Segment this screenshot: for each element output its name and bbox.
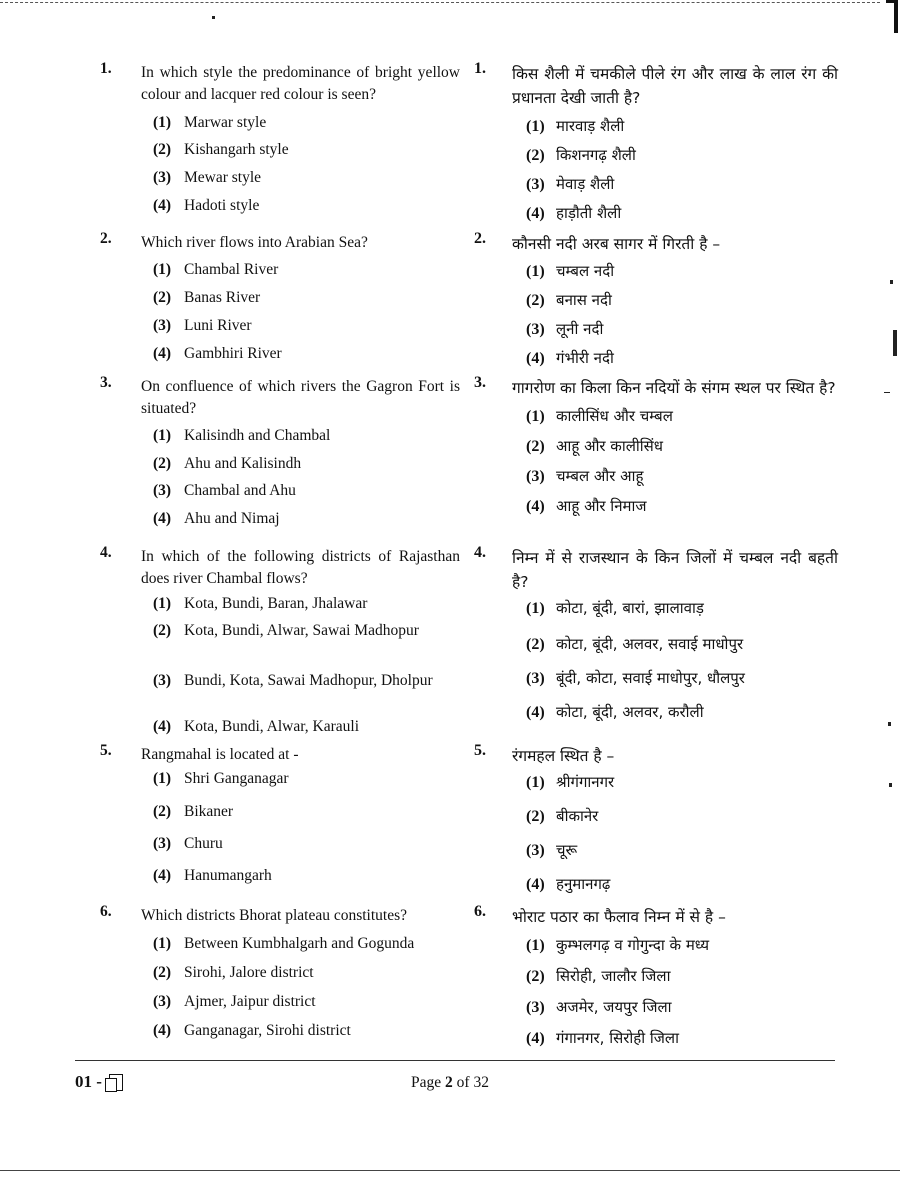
options xyxy=(526,935,838,1049)
option-number: (3) xyxy=(153,672,172,689)
option-text: चम्बल नदी xyxy=(556,262,615,280)
options xyxy=(526,406,838,517)
option-text: Marwar style xyxy=(184,114,267,131)
option-number: (3) xyxy=(153,169,172,186)
option-text: Between Kumbhalgarh and Gogunda xyxy=(184,935,415,952)
option xyxy=(526,874,838,895)
question-number: 2. xyxy=(100,230,112,247)
options xyxy=(153,112,460,216)
option-number: (3) xyxy=(526,176,545,193)
question-number: 1. xyxy=(100,60,112,77)
option xyxy=(153,139,460,167)
question-number: 5. xyxy=(100,742,112,759)
question-en-4 xyxy=(100,544,460,737)
question-number: 4. xyxy=(474,544,486,561)
bottom-edge-rule xyxy=(0,1170,900,1171)
question-number: 4. xyxy=(100,544,112,561)
question-text: किस शैली में चमकीले पीले रंग और लाख के लाल रंग की प्रधानता देखी जाती है? xyxy=(512,65,838,107)
question-text: Which districts Bhorat plateau constitutes? xyxy=(141,907,408,924)
option-number: (4) xyxy=(153,1022,172,1039)
question-number: 6. xyxy=(474,903,486,920)
question-en-2 xyxy=(100,230,460,364)
option xyxy=(526,496,838,517)
option xyxy=(153,716,460,737)
question-text: Rangmahal is located at - xyxy=(141,746,299,763)
question-hi-5 xyxy=(474,742,838,895)
question-text: गागरोण का किला किन नदियों के संगम स्थल पर स्थित है? xyxy=(512,379,836,397)
question-text: On confluence of which rivers the Gagron Fort is situated? xyxy=(141,378,460,417)
option-number: (4) xyxy=(153,345,172,362)
option-number: (2) xyxy=(153,141,172,158)
option xyxy=(153,865,460,886)
option-text: कोटा, बूंदी, बारां, झालावाड़ xyxy=(556,599,704,617)
option-text: Ahu and Kalisindh xyxy=(184,455,302,472)
option xyxy=(153,167,460,195)
option xyxy=(153,508,460,529)
option xyxy=(153,287,460,315)
option-number: (1) xyxy=(153,770,172,787)
option-number: (2) xyxy=(153,964,172,981)
option-text: गंगानगर, सिरोही जिला xyxy=(556,1029,679,1047)
option-number: (3) xyxy=(526,468,545,485)
question-text: Which river flows into Arabian Sea? xyxy=(141,234,368,251)
option-text: Kishangarh style xyxy=(184,141,289,158)
option xyxy=(526,203,838,224)
option-text: Mewar style xyxy=(184,169,262,186)
option-text: Hadoti style xyxy=(184,197,260,214)
option-number: (3) xyxy=(153,317,172,334)
option-text: बूंदी, कोटा, सवाई माधोपुर, धौलपुर xyxy=(556,669,745,687)
option-number: (1) xyxy=(526,263,545,280)
page-current: 2 xyxy=(445,1074,453,1091)
option xyxy=(526,840,838,874)
option xyxy=(153,801,460,833)
option xyxy=(526,116,838,145)
option-number: (3) xyxy=(526,321,545,338)
option-text: बनास नदी xyxy=(556,291,612,309)
option-text: Chambal River xyxy=(184,261,279,278)
option-text: किशनगढ़ शैली xyxy=(556,146,636,164)
option-text: Bikaner xyxy=(184,803,234,820)
option-text: Churu xyxy=(184,835,223,852)
option-text: Hanumangarh xyxy=(184,867,272,884)
option-text: चूरू xyxy=(556,841,578,859)
question-text: In which of the following districts of Rajasthan does river Chambal flows? xyxy=(141,548,460,587)
options xyxy=(526,772,838,895)
question-hi-4 xyxy=(474,544,838,723)
question-text: रंगमहल स्थित है – xyxy=(512,747,615,765)
option-text: सिरोही, जालौर जिला xyxy=(556,967,671,985)
option-number: (4) xyxy=(153,718,172,735)
question-hi-1 xyxy=(474,60,838,224)
options xyxy=(153,933,460,1041)
option-text: गंभीरी नदी xyxy=(556,349,614,367)
option-text: Sirohi, Jalore district xyxy=(184,964,314,981)
footer-rule xyxy=(75,1060,835,1061)
page-number xyxy=(0,1074,900,1092)
question-number: 3. xyxy=(474,374,486,391)
option xyxy=(526,174,838,203)
option xyxy=(526,319,838,348)
option-number: (4) xyxy=(526,1030,545,1047)
options xyxy=(526,261,838,369)
option xyxy=(153,453,460,480)
option-number: (2) xyxy=(153,622,172,639)
option xyxy=(526,772,838,806)
options xyxy=(153,259,460,364)
option xyxy=(526,997,838,1028)
option-number: (1) xyxy=(153,935,172,952)
option-text: Shri Ganganagar xyxy=(184,770,289,787)
question-hi-3 xyxy=(474,374,838,517)
scan-dot xyxy=(212,16,215,19)
option xyxy=(153,991,460,1020)
option-number: (4) xyxy=(526,205,545,222)
question-text: In which style the predominance of bright yellow colour and lacquer red colour is seen? xyxy=(141,64,460,103)
corner-scan-mark xyxy=(886,0,898,33)
question-number: 6. xyxy=(100,903,112,920)
option-number: (2) xyxy=(526,147,545,164)
option-text: हनुमानगढ़ xyxy=(556,875,611,893)
scan-dot-right xyxy=(884,392,890,393)
top-dashed-rule xyxy=(0,2,880,3)
options xyxy=(526,598,838,723)
option-text: कोटा, बूंदी, अलवर, सवाई माधोपुर xyxy=(556,635,744,653)
question-text: कौनसी नदी अरब सागर में गिरती है – xyxy=(512,235,721,253)
option-number: (4) xyxy=(526,350,545,367)
option-text: Gambhiri River xyxy=(184,345,282,362)
option-number: (1) xyxy=(526,118,545,135)
option xyxy=(526,436,838,466)
option-text: Ahu and Nimaj xyxy=(184,510,280,527)
option-text: Ajmer, Jaipur district xyxy=(184,993,316,1010)
question-number: 3. xyxy=(100,374,112,391)
option xyxy=(153,833,460,865)
option-text: Kota, Bundi, Alwar, Sawai Madhopur xyxy=(184,622,419,639)
option xyxy=(153,933,460,962)
option xyxy=(526,348,838,369)
option xyxy=(526,966,838,997)
option xyxy=(153,1020,460,1041)
question-en-3 xyxy=(100,374,460,529)
option-number: (4) xyxy=(153,197,172,214)
option-number: (4) xyxy=(153,867,172,884)
option-number: (2) xyxy=(153,455,172,472)
option-text: मेवाड़ शैली xyxy=(556,175,615,193)
option-text: आहू और निमाज xyxy=(556,497,647,515)
question-hi-2 xyxy=(474,230,838,369)
option-number: (3) xyxy=(153,482,172,499)
option xyxy=(153,195,460,216)
option xyxy=(153,768,460,801)
option xyxy=(526,290,838,319)
option xyxy=(153,670,460,716)
option-number: (4) xyxy=(153,510,172,527)
page-prefix: Page xyxy=(411,1074,442,1091)
option-text: Ganganagar, Sirohi district xyxy=(184,1022,351,1039)
option-number: (1) xyxy=(153,114,172,131)
option xyxy=(153,593,460,620)
option-number: (3) xyxy=(153,835,172,852)
option xyxy=(526,598,838,634)
booklet-code-text: 01 - xyxy=(75,1072,102,1091)
options xyxy=(153,593,460,737)
option-number: (2) xyxy=(153,803,172,820)
option xyxy=(526,806,838,840)
options xyxy=(526,116,838,224)
option-text: बीकानेर xyxy=(556,807,599,825)
option-text: कोटा, बूंदी, अलवर, करौली xyxy=(556,703,704,721)
option xyxy=(526,406,838,436)
option xyxy=(526,668,838,702)
scan-dot-right xyxy=(889,783,892,787)
scan-dot-right xyxy=(888,722,891,726)
option-number: (1) xyxy=(153,261,172,278)
option xyxy=(526,145,838,174)
option-number: (1) xyxy=(526,408,545,425)
option-text: Luni River xyxy=(184,317,252,334)
option-number: (1) xyxy=(526,937,545,954)
option-text: हाड़ौती शैली xyxy=(556,204,622,222)
option-text: आहू और कालीसिंध xyxy=(556,437,664,455)
option-number: (2) xyxy=(526,636,545,653)
option-text: Kota, Bundi, Alwar, Karauli xyxy=(184,718,360,735)
question-en-5 xyxy=(100,742,460,886)
option xyxy=(526,702,838,723)
option-text: चम्बल और आहू xyxy=(556,467,644,485)
option-number: (3) xyxy=(153,993,172,1010)
option-number: (3) xyxy=(526,670,545,687)
option-number: (4) xyxy=(526,704,545,721)
option xyxy=(526,261,838,290)
option-text: Bundi, Kota, Sawai Madhopur, Dholpur xyxy=(184,672,433,689)
question-number: 5. xyxy=(474,742,486,759)
option-number: (2) xyxy=(526,808,545,825)
scan-mark-right xyxy=(893,330,897,356)
scan-dot-right xyxy=(890,280,893,284)
option-number: (2) xyxy=(526,968,545,985)
options xyxy=(153,425,460,529)
option xyxy=(526,1028,838,1049)
option-text: श्रीगंगानगर xyxy=(556,773,615,791)
option-text: Kalisindh and Chambal xyxy=(184,427,331,444)
option-number: (3) xyxy=(526,842,545,859)
option xyxy=(153,343,460,364)
option xyxy=(526,935,838,966)
option xyxy=(153,315,460,343)
question-en-1 xyxy=(100,60,460,216)
question-text: निम्न में से राजस्थान के किन जिलों में चम्बल नदी बहती है? xyxy=(512,549,838,591)
option xyxy=(526,634,838,668)
question-text: भोराट पठार का फैलाव निम्न में से है – xyxy=(512,908,726,926)
option xyxy=(153,112,460,139)
option-text: Banas River xyxy=(184,289,261,306)
option xyxy=(153,480,460,508)
page-of: of xyxy=(456,1074,470,1091)
options xyxy=(153,768,460,886)
question-en-6 xyxy=(100,903,460,1041)
option-text: मारवाड़ शैली xyxy=(556,117,625,135)
option-number: (2) xyxy=(153,289,172,306)
option xyxy=(153,962,460,991)
option-text: कुम्भलगढ़ व गोगुन्दा के मध्य xyxy=(556,936,710,954)
option xyxy=(526,466,838,496)
question-number: 1. xyxy=(474,60,486,77)
option-number: (2) xyxy=(526,438,545,455)
option xyxy=(153,259,460,287)
option-number: (4) xyxy=(526,876,545,893)
option-text: लूनी नदी xyxy=(556,320,604,338)
option-number: (2) xyxy=(526,292,545,309)
option-number: (4) xyxy=(526,498,545,515)
question-number: 2. xyxy=(474,230,486,247)
page-total: 32 xyxy=(473,1074,489,1091)
question-hi-6 xyxy=(474,903,838,1049)
option-text: Chambal and Ahu xyxy=(184,482,296,499)
option-text: कालीसिंध और चम्बल xyxy=(556,407,673,425)
option-number: (1) xyxy=(153,595,172,612)
option-number: (1) xyxy=(526,774,545,791)
option-number: (3) xyxy=(526,999,545,1016)
option-text: Kota, Bundi, Baran, Jhalawar xyxy=(184,595,368,612)
option-text: अजमेर, जयपुर जिला xyxy=(556,998,672,1016)
option xyxy=(153,425,460,453)
option-number: (1) xyxy=(153,427,172,444)
option xyxy=(153,620,460,670)
option-number: (1) xyxy=(526,600,545,617)
